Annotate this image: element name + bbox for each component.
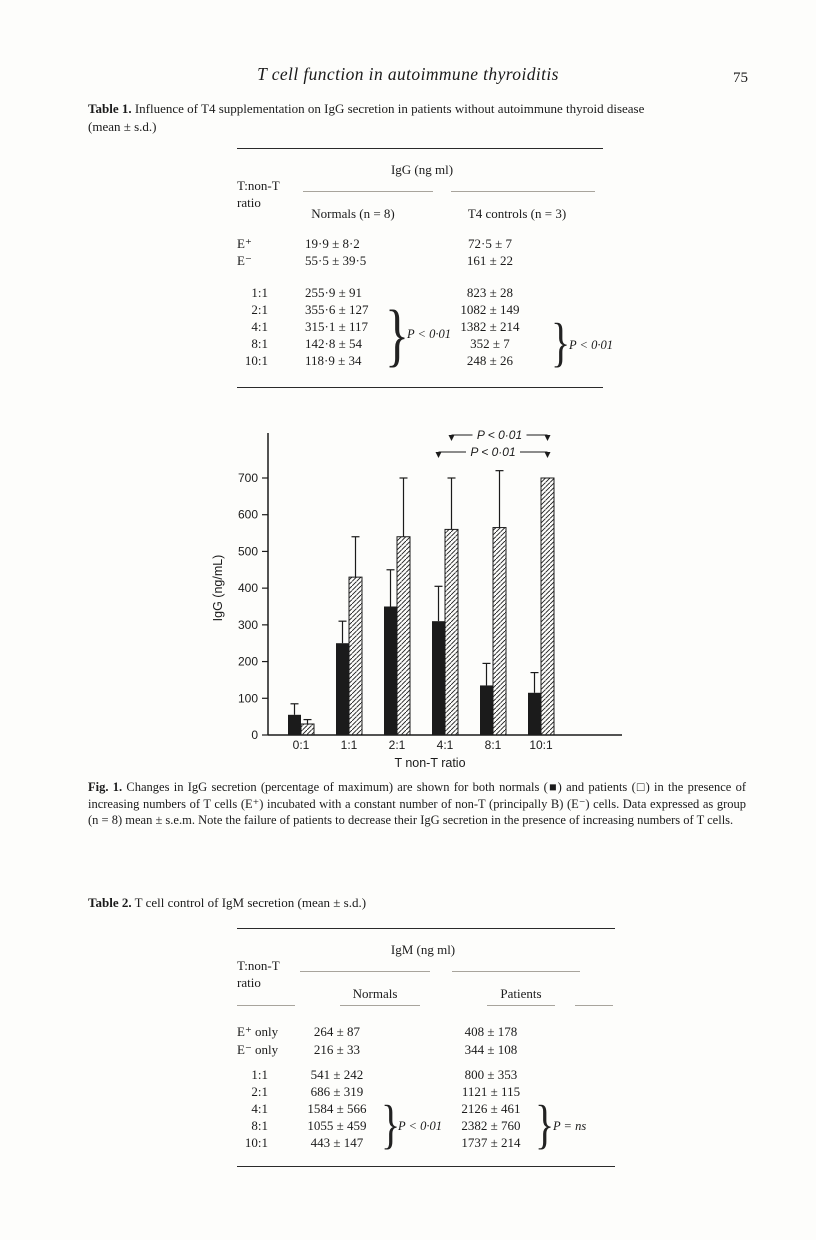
table1-caption-line2: (mean ± s.d.) (88, 118, 157, 134)
t4-cell: 352 ± 7 (470, 336, 510, 351)
x-tick-label: 8:1 (484, 738, 502, 752)
table1 (237, 148, 613, 388)
ratio-cell: 2:1 (251, 1084, 268, 1099)
x-tick-label: 4:1 (436, 738, 454, 752)
table2-group-header: IgM (ng ml) (390, 942, 456, 957)
ratio-cell: 10:1 (244, 1135, 268, 1150)
y-tick-label: 500 (237, 544, 258, 559)
table-row (237, 1041, 615, 1058)
y-axis-label: IgG (ng/mL) (211, 554, 225, 622)
ratio-cell: 8:1 (251, 1118, 268, 1133)
bar-normals-10:1 (528, 693, 541, 735)
bar-patients-10:1 (541, 478, 554, 735)
arrow-down-icon (449, 435, 455, 441)
table2-label: Table 2. (88, 895, 132, 910)
table-row (237, 1023, 615, 1040)
table1-col-header-t4: T4 controls (n = 3) (467, 206, 567, 221)
header-rule (303, 191, 433, 192)
normals-cell: 19·9 ± 8·2 (305, 236, 360, 251)
t4-cell: 72·5 ± 7 (468, 236, 512, 251)
table2 (237, 928, 615, 1167)
normals-cell: 118·9 ± 34 (305, 353, 362, 368)
table2-caption (88, 894, 744, 912)
normals-cell: 264 ± 87 (313, 1024, 361, 1039)
table-row (237, 352, 603, 369)
patients-cell: 2382 ± 760 (461, 1118, 521, 1133)
header-rule (300, 971, 430, 972)
bar-normals-8:1 (480, 685, 493, 735)
patients-cell: 1121 ± 115 (461, 1084, 521, 1099)
table1-caption-text: Influence of T4 supplementation on IgG secretion in patients without autoimmune thyroid disease (134, 101, 645, 116)
bar-normals-0:1 (288, 715, 301, 735)
arrow-down-icon (436, 452, 442, 458)
table2-col-header-patients: Patients (500, 986, 542, 1001)
table2-stub-header: T:non-T (237, 958, 280, 973)
t4-cell: 1082 ± 149 (460, 302, 520, 317)
x-axis-label: T non-T ratio (394, 756, 466, 770)
p-value-t4: P < 0·01 (569, 338, 613, 352)
figure-1 (190, 424, 660, 779)
ratio-cell: 1:1 (251, 285, 268, 300)
bar-patients-4:1 (445, 529, 458, 735)
bar-patients-1:1 (349, 577, 362, 735)
normals-cell: 1055 ± 459 (307, 1118, 367, 1133)
y-tick-label: 700 (237, 471, 258, 485)
running-title: T cell function in autoimmune thyroiditis (257, 64, 559, 84)
table2-col-header-normals: Normals (352, 986, 398, 1001)
x-tick-label: 2:1 (388, 738, 406, 752)
header-rule (452, 971, 580, 972)
normals-cell: 255·9 ± 91 (305, 285, 362, 300)
bar-patients-0:1 (301, 724, 314, 735)
header-rule (487, 1005, 555, 1006)
y-tick-label: 100 (237, 691, 258, 706)
header-rule (340, 1005, 420, 1006)
page-number: 75 (733, 70, 748, 86)
table-row (237, 1134, 615, 1151)
table1-label: Table 1. (88, 101, 132, 116)
ratio-cell: 4:1 (251, 319, 268, 334)
ratio-cell: 10:1 (244, 353, 268, 368)
brace-glyph: } (551, 311, 571, 373)
ratio-cell: E⁻ only (237, 1042, 279, 1057)
igg-bar-chart (190, 424, 660, 779)
brace-glyph: } (385, 294, 409, 374)
patients-cell: 408 ± 178 (464, 1024, 518, 1039)
t4-cell: 161 ± 22 (466, 253, 514, 268)
ratio-cell: E⁻ (237, 253, 252, 268)
table-row (237, 1083, 615, 1100)
y-tick-label: 300 (237, 617, 258, 632)
arrow-down-icon (545, 435, 551, 441)
header-rule (451, 191, 595, 192)
table1-caption-line1 (88, 100, 744, 118)
normals-cell: 686 ± 319 (310, 1084, 364, 1099)
p-annotation: P < 0·01 (470, 445, 516, 459)
figure-1-caption-text: Changes in IgG secretion (percentage of maximum) are shown for both normals (■) and patients (□) in the presence of increasing numbers of T cells (E⁺) incubated with a constant number of non-T (principally B) (E⁻) cells. Data expressed as group (n = 8) mean ± s.e.m. Note the failure of patients to decrease their IgG secretion in the presence of increasing numbers of T cells. (88, 780, 747, 827)
normals-cell: 142·8 ± 54 (305, 336, 362, 351)
bar-normals-1:1 (336, 643, 349, 735)
p-value-patients: P = ns (553, 1119, 587, 1133)
table-row (237, 284, 603, 301)
normals-cell: 443 ± 147 (310, 1135, 364, 1150)
table1-stub-header2: ratio (237, 195, 261, 210)
table2-stub-header2: ratio (237, 975, 261, 990)
patients-cell: 800 ± 353 (464, 1067, 518, 1082)
table2-caption-text: T cell control of IgM secretion (mean ± s.d.) (134, 895, 367, 910)
table-row (237, 301, 603, 318)
ratio-cell: E⁺ (237, 236, 252, 251)
arrow-down-icon (545, 452, 551, 458)
ratio-cell: E⁺ only (237, 1024, 279, 1039)
figure-1-caption (88, 779, 746, 829)
table-row (237, 252, 603, 269)
p-value-normals: P < 0·01 (398, 1119, 442, 1133)
p-value-normals: P < 0·01 (407, 327, 451, 341)
normals-cell: 541 ± 242 (310, 1067, 364, 1082)
y-tick-label: 400 (237, 581, 258, 596)
normals-cell: 55·5 ± 39·5 (305, 253, 367, 268)
header-rule (237, 1005, 295, 1006)
bar-patients-2:1 (397, 537, 410, 735)
bar-normals-2:1 (384, 607, 397, 736)
table1-stub-header: T:non-T (237, 178, 280, 193)
y-tick-label: 200 (237, 654, 258, 669)
table1-col-header-normals: Normals (n = 8) (311, 206, 395, 221)
t4-cell: 823 ± 28 (466, 285, 514, 300)
table-row (237, 235, 603, 252)
t4-cell: 1382 ± 214 (460, 319, 520, 334)
t4-cell: 248 ± 26 (466, 353, 514, 368)
p-annotation: P < 0·01 (476, 428, 523, 442)
table-row (237, 1100, 615, 1117)
patients-cell: 344 ± 108 (464, 1042, 518, 1057)
y-tick-label: 0 (251, 728, 258, 742)
x-tick-label: 10:1 (529, 738, 553, 752)
bar-normals-4:1 (432, 621, 445, 735)
bar-patients-8:1 (493, 528, 506, 735)
table1-caption (88, 100, 744, 135)
normals-cell: 1584 ± 566 (307, 1101, 367, 1116)
patients-cell: 1737 ± 214 (461, 1135, 521, 1150)
table1-group-header: IgG (ng ml) (390, 162, 454, 177)
brace-glyph: } (535, 1093, 555, 1155)
table-row (237, 1066, 615, 1083)
normals-cell: 216 ± 33 (313, 1042, 361, 1057)
ratio-cell: 8:1 (251, 336, 268, 351)
figure-1-label: Fig. 1. (88, 780, 123, 794)
ratio-cell: 1:1 (251, 1067, 268, 1082)
normals-cell: 355·6 ± 127 (305, 302, 369, 317)
patients-cell: 2126 ± 461 (461, 1101, 521, 1116)
y-tick-label: 600 (237, 507, 258, 522)
x-tick-label: 0:1 (292, 738, 310, 752)
header-rule (575, 1005, 613, 1006)
brace-glyph: } (381, 1093, 401, 1155)
ratio-cell: 2:1 (251, 302, 268, 317)
x-tick-label: 1:1 (340, 738, 358, 752)
normals-cell: 315·1 ± 117 (305, 319, 368, 334)
ratio-cell: 4:1 (251, 1101, 268, 1116)
